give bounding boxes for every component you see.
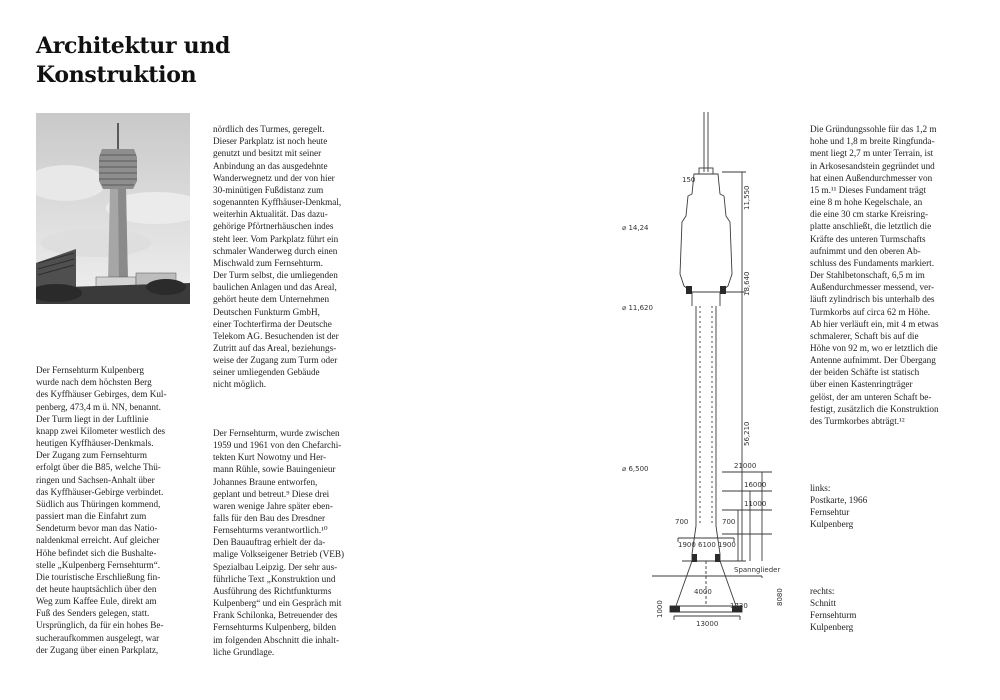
dimension-label: 1000	[656, 600, 664, 618]
dimension-label: 150	[682, 176, 696, 184]
section-drawing-svg	[612, 106, 802, 646]
dimension-label: 6100	[698, 541, 716, 549]
dimension-label: 13000	[696, 620, 719, 628]
title-line-2: Konstruktion	[36, 62, 197, 88]
body-text-column-2	[213, 111, 373, 670]
caption-right-line: Schnitt	[810, 598, 837, 608]
caption-left-line: Fernsehtur	[810, 507, 850, 517]
dimension-label: ⌀ 14,24	[622, 224, 649, 232]
dimension-label: 16000	[744, 481, 767, 489]
caption-right-line: Kulpenberg	[810, 622, 854, 632]
dimension-label: 56,210	[743, 421, 751, 446]
dimension-label: ⌀ 6,500	[622, 465, 649, 473]
dimension-label: 1730	[730, 602, 748, 610]
dimension-label: 1900	[678, 541, 696, 549]
tower-section-drawing	[612, 106, 802, 646]
dimension-label: 18,640	[743, 271, 751, 296]
caption-right-label: rechts:	[810, 586, 835, 596]
dimension-label: Spannglieder	[734, 566, 781, 574]
title-line-1: Architektur und	[36, 33, 231, 59]
dimension-label: 4000	[694, 588, 712, 596]
caption-left-line: Kulpenberg	[810, 519, 854, 529]
dimension-label: 11000	[744, 500, 767, 508]
dimension-label: 700	[722, 518, 736, 526]
caption-left-label: links:	[810, 483, 831, 493]
dimension-label: 11,550	[743, 185, 751, 210]
paragraph: Der Fernsehturm Kulpenberg wurde nach dem höchsten Berg des Kyffhäuser Gebirges, dem Kul- penberg, 473,4 m ü. NN, benannt. Der Turm liegt in der Luftlinie knapp zwei Kilometer westlich des heutigen Kyffhäuser-Denkmals. Der Zugang zum Fernsehturm erfolgt über die B85, welche Thü- ringen und Sachsen-Anhalt über das Kyffhäuser-Gebirge verbindet. Südlich aus Thüringen kommend, passiert man die Einfahrt zum Sendeturm bevor man das Natio- naldenkmal erreicht. Auf gleicher Höhe befindet sich die Bushalte- stelle „Kulpenberg Fernsehturm“. Die touristische Erschließung fin- det heute hauptsächlich über den Weg zum Kaffee Eule, direkt am Fuß des Senders gelegen, statt. Ursprünglich, da für ein hohes Be- sucheraufkommen ausgelegt, war der Zugang über einen Parkplatz,	[36, 365, 167, 655]
dimension-label: 700	[675, 518, 689, 526]
dimension-label: 1900	[718, 541, 736, 549]
paragraph: Der Fernsehturm, wurde zwischen 1959 und 1961 von den Chefarchi- tekten Kurt Nowotny und Her- mann Rühle, sowie Bauingenieur Johannes Braune entworfen, geplant und betreut.⁹ Diese drei waren wenige Jahre später eben- falls für den Bau des Dresdner Fernsehturms verantwortlich.¹⁰ Den Bauauftrag erhielt der da- malige Volkseigener Betrieb (VEB) Spezialbau Leipzig. Der sehr aus- führliche Text „Konstruktion und Ausführung des Richtfunkturms Kulpenberg“ und ein Gespräch mit Frank Schilonka, Betreuender des Fernsehturms Kulpenberg, bilden im folgenden Abschnitt die inhalt- liche Grundlage.	[213, 427, 345, 657]
page-title	[36, 32, 336, 90]
tower-postcard-photo	[36, 113, 190, 304]
body-text-column-1	[36, 352, 188, 668]
caption-right-line: Fernsehturm	[810, 610, 857, 620]
body-text-column-3	[810, 111, 970, 439]
dimension-label: ⌀ 11,620	[622, 304, 653, 312]
dimension-label: 21000	[734, 462, 757, 470]
paragraph: nördlich des Turmes, geregelt. Dieser Parkplatz ist noch heute genutzt und besitzt mit seiner Anbindung an das ausgedehnte Wanderwegnetz und der von hier 30-minütigen Fußdistanz zum sogenannten Kyffhäuser-Denkmal, weiterhin Aktualität. Das dazu- gehörige Pförtnerhäuschen indes steht leer. Vom Parkplatz führt ein schmaler Wanderweg durch einen Mischwald zum Fernsehturm. Der Turm selbst, die umliegenden baulichen Anlagen und das Areal, gehört heute dem Unternehmen Deutschen Funkturm GmbH, einer Tochterfirma der Deutsche Telekom AG. Besuchenden ist der Zutritt auf das Areal, beziehungs- weise der Zugang zum Turm oder seiner umliegenden Gebäude nicht möglich.	[213, 124, 342, 390]
tower-photo-illustration	[36, 113, 190, 304]
dimension-label: 8080	[776, 588, 784, 606]
caption-left-line: Postkarte, 1966	[810, 495, 868, 505]
paragraph: Die Gründungssohle für das 1,2 m hohe und 1,8 m breite Ringfunda- ment liegt 2,7 m unter Terrain, ist in Arkosesandstein gegründet und hat einen Außendurchmesser von 15 m.¹¹ Dieses Fundament trägt eine 8 m hohe Kegelschale, an die eine 30 cm starke Kreisring- platte anschließt, die letztlich die Kräfte des unteren Turmschafts aufnimmt und den oberen Ab- schluss des Fundaments markiert. Der Stahlbetonschaft, 6,5 m im Außendurchmesser messend, ver- läuft zylindrisch bis unterhalb des Turmkorbs auf circa 62 m Höhe. Ab hier verläuft ein, mit 4 m etwas schmalerer, Schaft bis auf die Höhe von 92 m, wo er letztlich die Antenne aufnimmt. Der Übergang der beiden Schäfte ist statisch über einen Kastenringträger gelöst, der am unteren Schaft be- festigt, zusätzlich die Konstruktion des Turmkorbes abträgt.¹²	[810, 124, 939, 426]
